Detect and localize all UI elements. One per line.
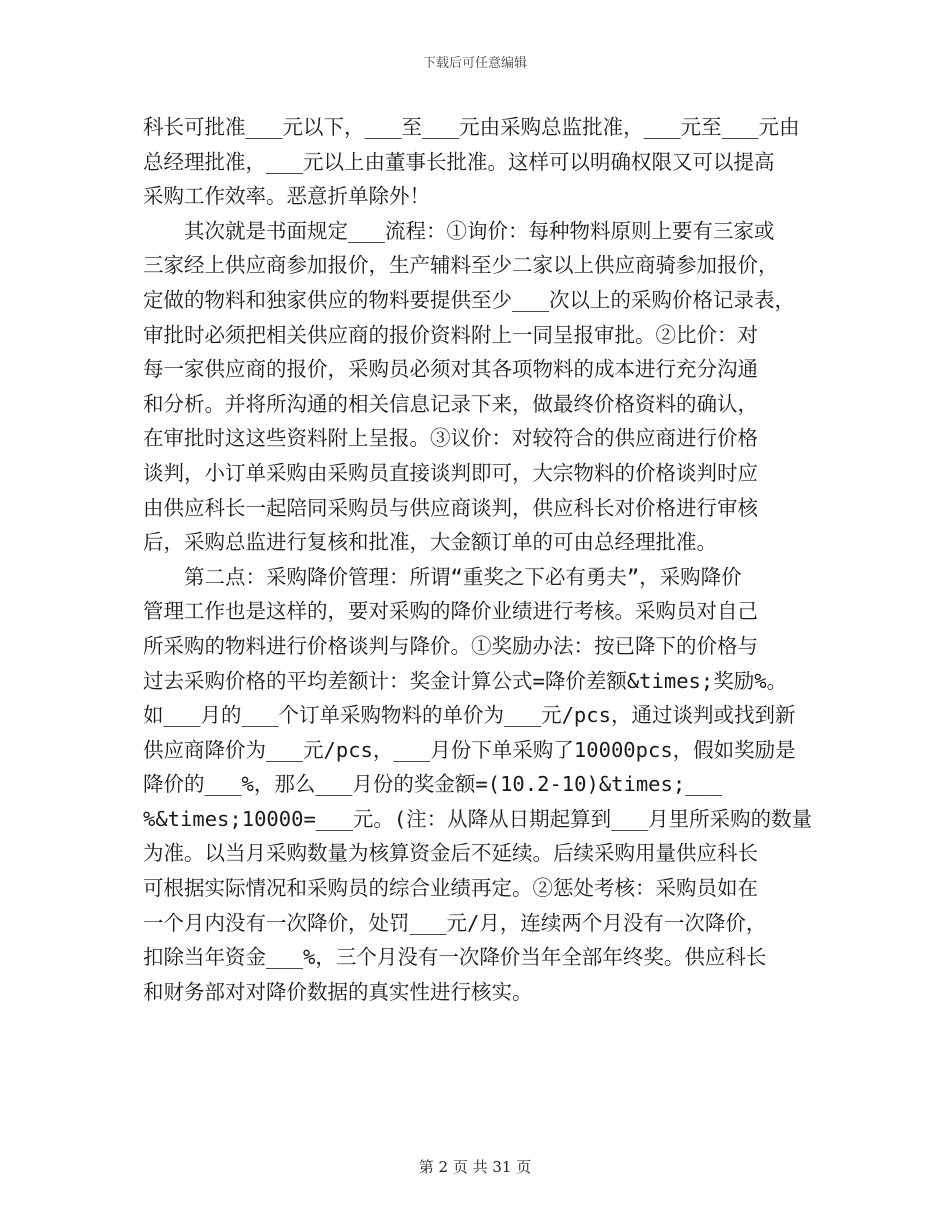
page-header: 下载后可任意编辑 — [422, 56, 527, 71]
text-line: 第二点：采购降价管理：所谓“重奖之下必有勇夫”，采购降价 — [143, 564, 742, 589]
text-line: 其次就是书面规定___流程：①询价：每种物料原则上要有三家或 — [143, 218, 775, 243]
text-line: 所采购的物料进行价格谈判与降价。①奖励办法：按已降下的价格与 — [143, 633, 758, 658]
text-line: 每一家供应商的报价，采购员必须对其各项物料的成本进行充分沟通 — [143, 357, 758, 382]
text-line: 在审批时这这些资料附上呈报。③议价：对较符合的供应商进行价格 — [143, 426, 758, 451]
text-line: 过去采购价格的平均差额计：奖金计算公式=降价差额&times;奖励%。 — [143, 668, 788, 693]
text-line: 后，采购总监进行复核和批准，大金额订单的可由总经理批准。 — [143, 530, 717, 555]
text-line: 可根据实际情况和采购员的综合业绩再定。②惩处考核：采购员如在 — [143, 876, 758, 901]
text-line: 和分析。并将所沟通的相关信息记录下来，做最终价格资料的确认， — [143, 391, 758, 416]
text-line: 总经理批准，___元以上由董事长批准。这样可以明确权限又可以提高 — [143, 149, 775, 174]
text-line: 采购工作效率。恶意折单除外！ — [143, 184, 430, 209]
text-line: 科长可批准___元以下，___至___元由采购总监批准，___元至___元由 — [143, 115, 800, 139]
text-line: 由供应科长一起陪同采购员与供应商谈判，供应科长对价格进行审核 — [143, 495, 758, 520]
page-number-footer: 第 2 页 共 31 页 — [418, 1158, 532, 1176]
text-line: 定做的物料和独家供应的物料要提供至少___次以上的采购价格记录表， — [143, 287, 796, 312]
text-line: 审批时必须把相关供应商的报价资料附上一同呈报审批。②比价：对 — [143, 322, 758, 347]
text-line: 谈判，小订单采购由采购员直接谈判即可，大宗物料的价格谈判时应 — [143, 460, 758, 485]
text-line: 如___月的___个订单采购物料的单价为___元/pcs，通过谈判或找到新 — [143, 703, 796, 728]
document-body — [143, 110, 823, 1009]
text-line: %&times;10000=___元。(注：从降从日期起算到___月里所采购的数量 — [143, 806, 813, 831]
text-line: 和财务部对对降价数据的真实性进行核实。 — [143, 979, 533, 1004]
text-line: 三家经上供应商参加报价，生产辅料至少二家以上供应商骑参加报价， — [143, 253, 779, 278]
text-line: 扣除当年资金___%，三个月没有一次降价当年全部年终奖。供应科长 — [143, 945, 767, 970]
text-line: 一个月内没有一次降价，处罚___元/月，连续两个月没有一次降价， — [143, 910, 767, 935]
text-line: 降价的___%，那么___月份的奖金额=(10.2-10)&times;___ — [143, 772, 723, 797]
text-line: 为准。以当月采购数量为核算资金后不延续。后续采购用量供应科长 — [143, 841, 758, 866]
text-line: 供应商降价为___元/pcs，___月份下单采购了10000pcs，假如奖励是 — [143, 737, 796, 762]
text-line: 管理工作也是这样的，要对采购的降价业绩进行考核。采购员对自己 — [143, 599, 758, 624]
